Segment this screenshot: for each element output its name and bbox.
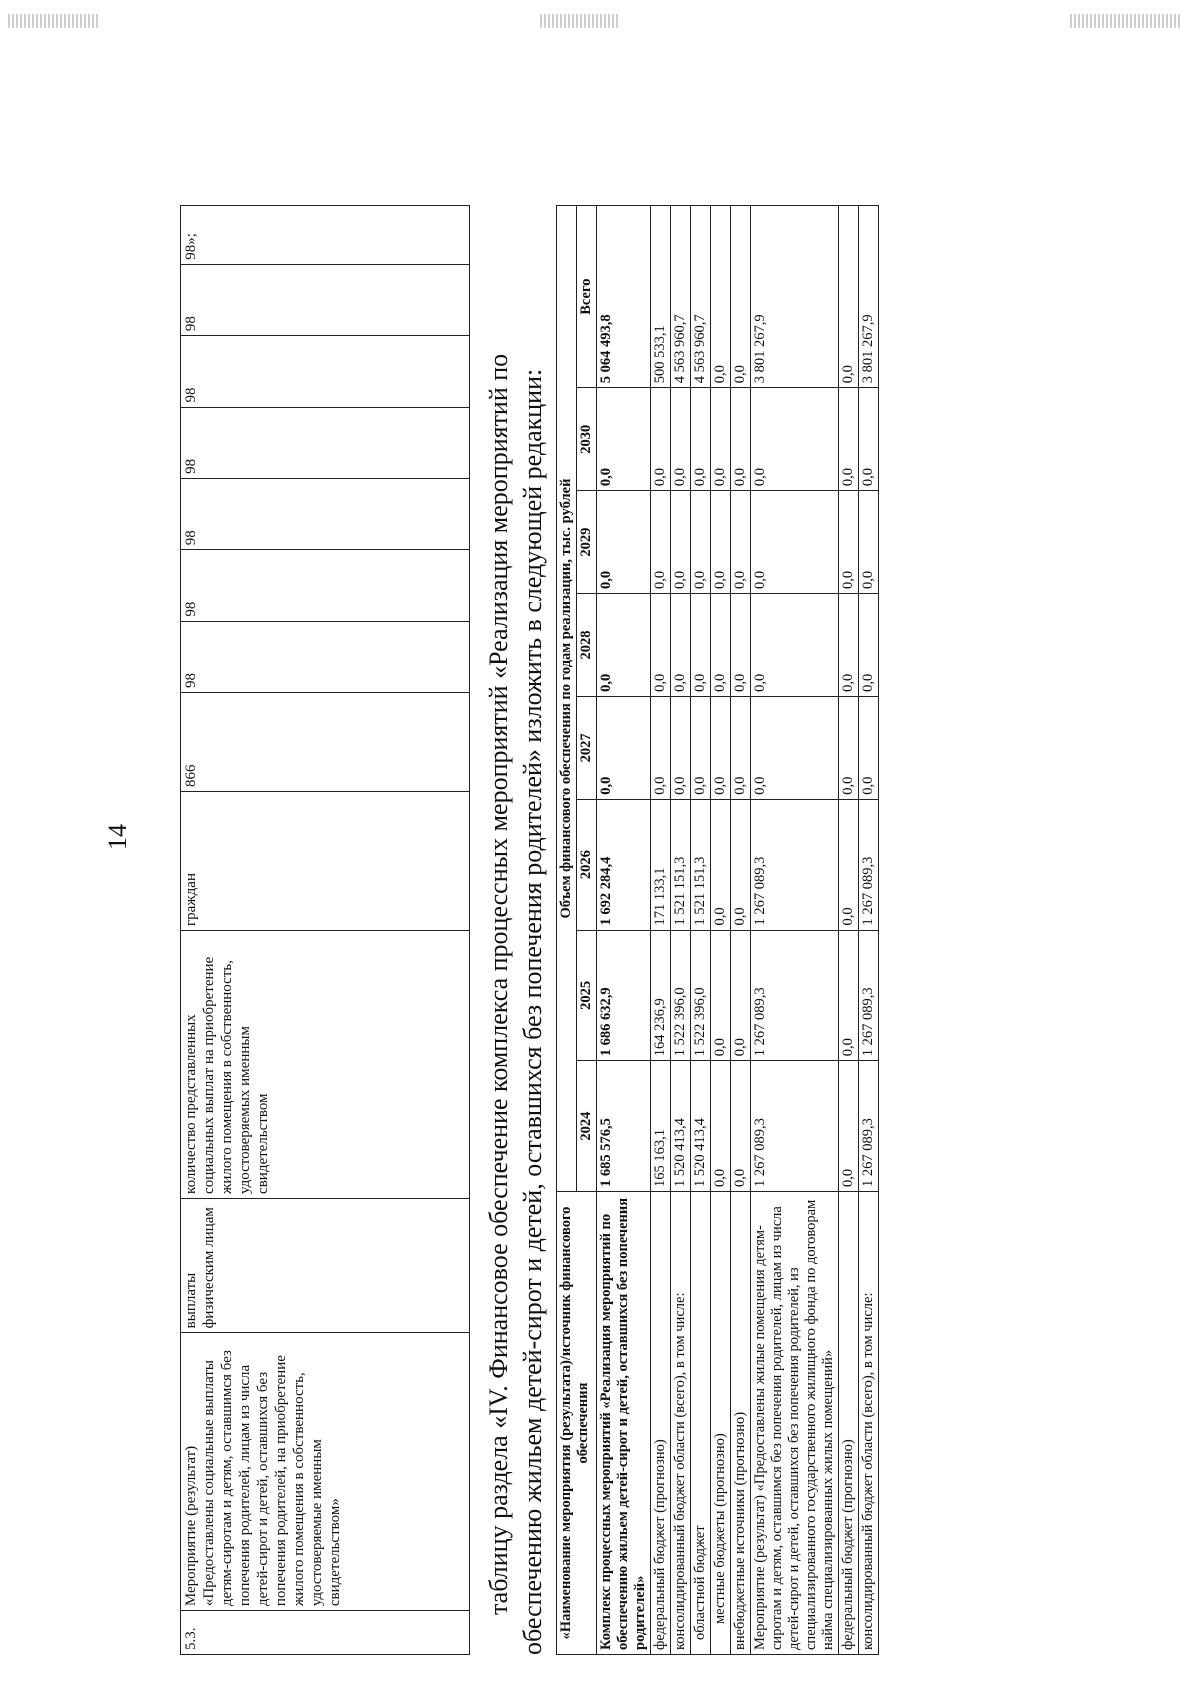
value-cell: 1 520 413,4 (691, 1061, 711, 1192)
header-year: Всего (577, 206, 597, 388)
table-row (751, 206, 839, 1655)
value-cell: 0,0 (711, 388, 731, 491)
row-number: 5.3. (181, 1611, 470, 1655)
value-cell: 0,0 (711, 206, 731, 388)
value-cell: 0,0 (839, 930, 859, 1061)
header-year: 2025 (577, 930, 597, 1061)
value-cell: 0,0 (651, 696, 671, 799)
header-year: 2029 (577, 491, 597, 594)
paragraph-text: таблицу раздела «IV. Финансовое обеспечение комплекса процессных мероприятий «Реализация мероприятий по обеспечению жильем детей-сирот и детей, оставшихся без попечения родителей» изложить в следующей редакции: (484, 353, 547, 1655)
value-cell: 0,0 (711, 491, 731, 594)
value-cell: 0,0 (859, 388, 879, 491)
value-cell: 0,0 (711, 930, 731, 1061)
header-year: 2028 (577, 594, 597, 697)
value-cell: 0,0 (731, 206, 751, 388)
value-cell: 98»; (181, 206, 470, 265)
value-cell: 98 (181, 336, 470, 407)
value-cell: 0,0 (839, 388, 859, 491)
value-cell: 1 267 089,3 (751, 1061, 839, 1192)
value-cell: 3 801 267,9 (859, 206, 879, 388)
value-cell: 3 801 267,9 (751, 206, 839, 388)
value-cell: 0,0 (597, 491, 651, 594)
row-label: Мероприятие (результат) «Предоставлены жилые помещения детям-сиротам и детям, оставшимся без попечения родителей, лицам из числа детей-сирот и детей, оставшихся без попечения родителей, из специализированного государственного жилищного фонда по договорам найма специализированных жилых помещений» (751, 1192, 839, 1655)
value-cell: 1 267 089,3 (859, 1061, 879, 1192)
table-row (651, 206, 671, 1655)
value-cell: 0,0 (651, 594, 671, 697)
header-year: 2027 (577, 696, 597, 799)
value-cell: 1 521 151,3 (691, 799, 711, 930)
value-cell: 0,0 (731, 930, 751, 1061)
value-cell: 1 267 089,3 (751, 799, 839, 930)
value-cell: 0,0 (711, 696, 731, 799)
value-cell: 0,0 (839, 594, 859, 697)
value-cell: 1 692 284,4 (597, 799, 651, 930)
value-cell: 0,0 (597, 594, 651, 697)
header-volume: Объем финансового обеспечения по годам реализации, тыс. рублей (557, 206, 577, 1192)
value-cell: 0,0 (859, 491, 879, 594)
value-cell: 0,0 (711, 799, 731, 930)
value-cell: 171 133,1 (651, 799, 671, 930)
value-cell: 98 (181, 550, 470, 621)
scan-artifact-left (8, 14, 98, 28)
value-cell: 165 163,1 (651, 1061, 671, 1192)
header-year: 2030 (577, 388, 597, 491)
value-cell: 164 236,9 (651, 930, 671, 1061)
value-cell: 0,0 (691, 696, 711, 799)
value-cell: 0,0 (731, 696, 751, 799)
value-cell: 0,0 (839, 491, 859, 594)
value-cell: 1 267 089,3 (859, 799, 879, 930)
table-row (731, 206, 751, 1655)
table-row (711, 206, 731, 1655)
rotated-page-content (170, 155, 1200, 1655)
value-cell: 1 522 396,0 (671, 930, 691, 1061)
value-cell: 0,0 (839, 799, 859, 930)
value-cell: 0,0 (751, 491, 839, 594)
measure-type: выплаты физическим лицам (181, 1198, 470, 1332)
value-cell: 4 563 960,7 (691, 206, 711, 388)
value-cell: 0,0 (691, 594, 711, 697)
value-cell: 98 (181, 621, 470, 692)
header-year: 2024 (577, 1061, 597, 1192)
value-cell: 0,0 (691, 491, 711, 594)
page-number: 14 (103, 824, 132, 850)
value-cell: 1 522 396,0 (691, 930, 711, 1061)
row-label: местные бюджеты (прогнозно) (711, 1192, 731, 1655)
value-cell: 0,0 (839, 696, 859, 799)
value-cell: 0,0 (597, 696, 651, 799)
row-label: Комплекс процессных мероприятий «Реализация мероприятий по обеспечению жильем детей-сирот и детей, оставшихся без попечения родителей» (597, 1192, 651, 1655)
value-cell: 0,0 (651, 388, 671, 491)
value-cell: 0,0 (751, 388, 839, 491)
financing-table (556, 205, 879, 1655)
row-label: консолидированный бюджет области (всего), в том числе: (671, 1192, 691, 1655)
table-row (671, 206, 691, 1655)
measure-name: Мероприятие (результат) «Предоставлены социальные выплаты детям-сиротам и детям, оставшимся без попечения родителей, лицам из числа детей-сирот и детей, оставшихся без попечения родителей, на приобретение жилого помещения в собственность, удостоверяемые именным свидетельством» (181, 1333, 470, 1611)
row-label: областной бюджет (691, 1192, 711, 1655)
value-cell: 0,0 (859, 696, 879, 799)
header-name: «Наименование мероприятия (результата)/источник финансового обеспечения (557, 1192, 597, 1655)
value-cell: 0,0 (691, 388, 711, 491)
value-cell: 1 267 089,3 (859, 930, 879, 1061)
value-cell: 4 563 960,7 (671, 206, 691, 388)
table-header-row (557, 206, 577, 1655)
value-cell: 1 685 576,5 (597, 1061, 651, 1192)
value-cell: 1 520 413,4 (671, 1061, 691, 1192)
table-row (859, 206, 879, 1655)
value-cell: 0,0 (859, 594, 879, 697)
value-cell: 0,0 (597, 388, 651, 491)
value-cell: 0,0 (731, 1061, 751, 1192)
value-cell: 0,0 (671, 696, 691, 799)
table-row (691, 206, 711, 1655)
row-label: федеральный бюджет (прогнозно) (651, 1192, 671, 1655)
value-cell: 1 267 089,3 (751, 930, 839, 1061)
row-label: федеральный бюджет (прогнозно) (839, 1192, 859, 1655)
value-cell: 0,0 (711, 594, 731, 697)
value-cell: 0,0 (651, 491, 671, 594)
value-cell: 0,0 (751, 696, 839, 799)
value-cell: 0,0 (839, 1061, 859, 1192)
row-label: консолидированный бюджет области (всего), в том числе: (859, 1192, 879, 1655)
okei-code: 866 (181, 692, 470, 791)
value-cell: 98 (181, 478, 470, 549)
value-cell: 0,0 (731, 388, 751, 491)
value-cell: 1 521 151,3 (671, 799, 691, 930)
value-cell: 0,0 (839, 206, 859, 388)
table-row (839, 206, 859, 1655)
value-cell: 0,0 (711, 1061, 731, 1192)
value-cell: 98 (181, 264, 470, 335)
value-cell: 0,0 (731, 491, 751, 594)
table-row (181, 206, 470, 1655)
scan-artifact-right (1070, 14, 1180, 28)
value-cell: 0,0 (731, 594, 751, 697)
value-cell: 98 (181, 407, 470, 478)
value-cell: 0,0 (671, 491, 691, 594)
table-row (597, 206, 651, 1655)
section-paragraph (482, 205, 550, 1655)
value-cell: 1 686 632,9 (597, 930, 651, 1061)
value-cell: 0,0 (751, 594, 839, 697)
row-label: внебюджетные источники (прогнозно) (731, 1192, 751, 1655)
scan-artifact-center (540, 14, 620, 28)
value-cell: 500 533,1 (651, 206, 671, 388)
value-cell: 0,0 (671, 388, 691, 491)
header-year: 2026 (577, 799, 597, 930)
indicator-name: количество представленных социальных выплат на приобретение жилого помещения в собственность, удостоверяемых именным свидетельством (181, 931, 470, 1199)
unit: граждан (181, 792, 470, 931)
value-cell: 0,0 (671, 594, 691, 697)
indicator-table-fragment (180, 205, 470, 1655)
value-cell: 5 064 493,8 (597, 206, 651, 388)
value-cell: 0,0 (731, 799, 751, 930)
